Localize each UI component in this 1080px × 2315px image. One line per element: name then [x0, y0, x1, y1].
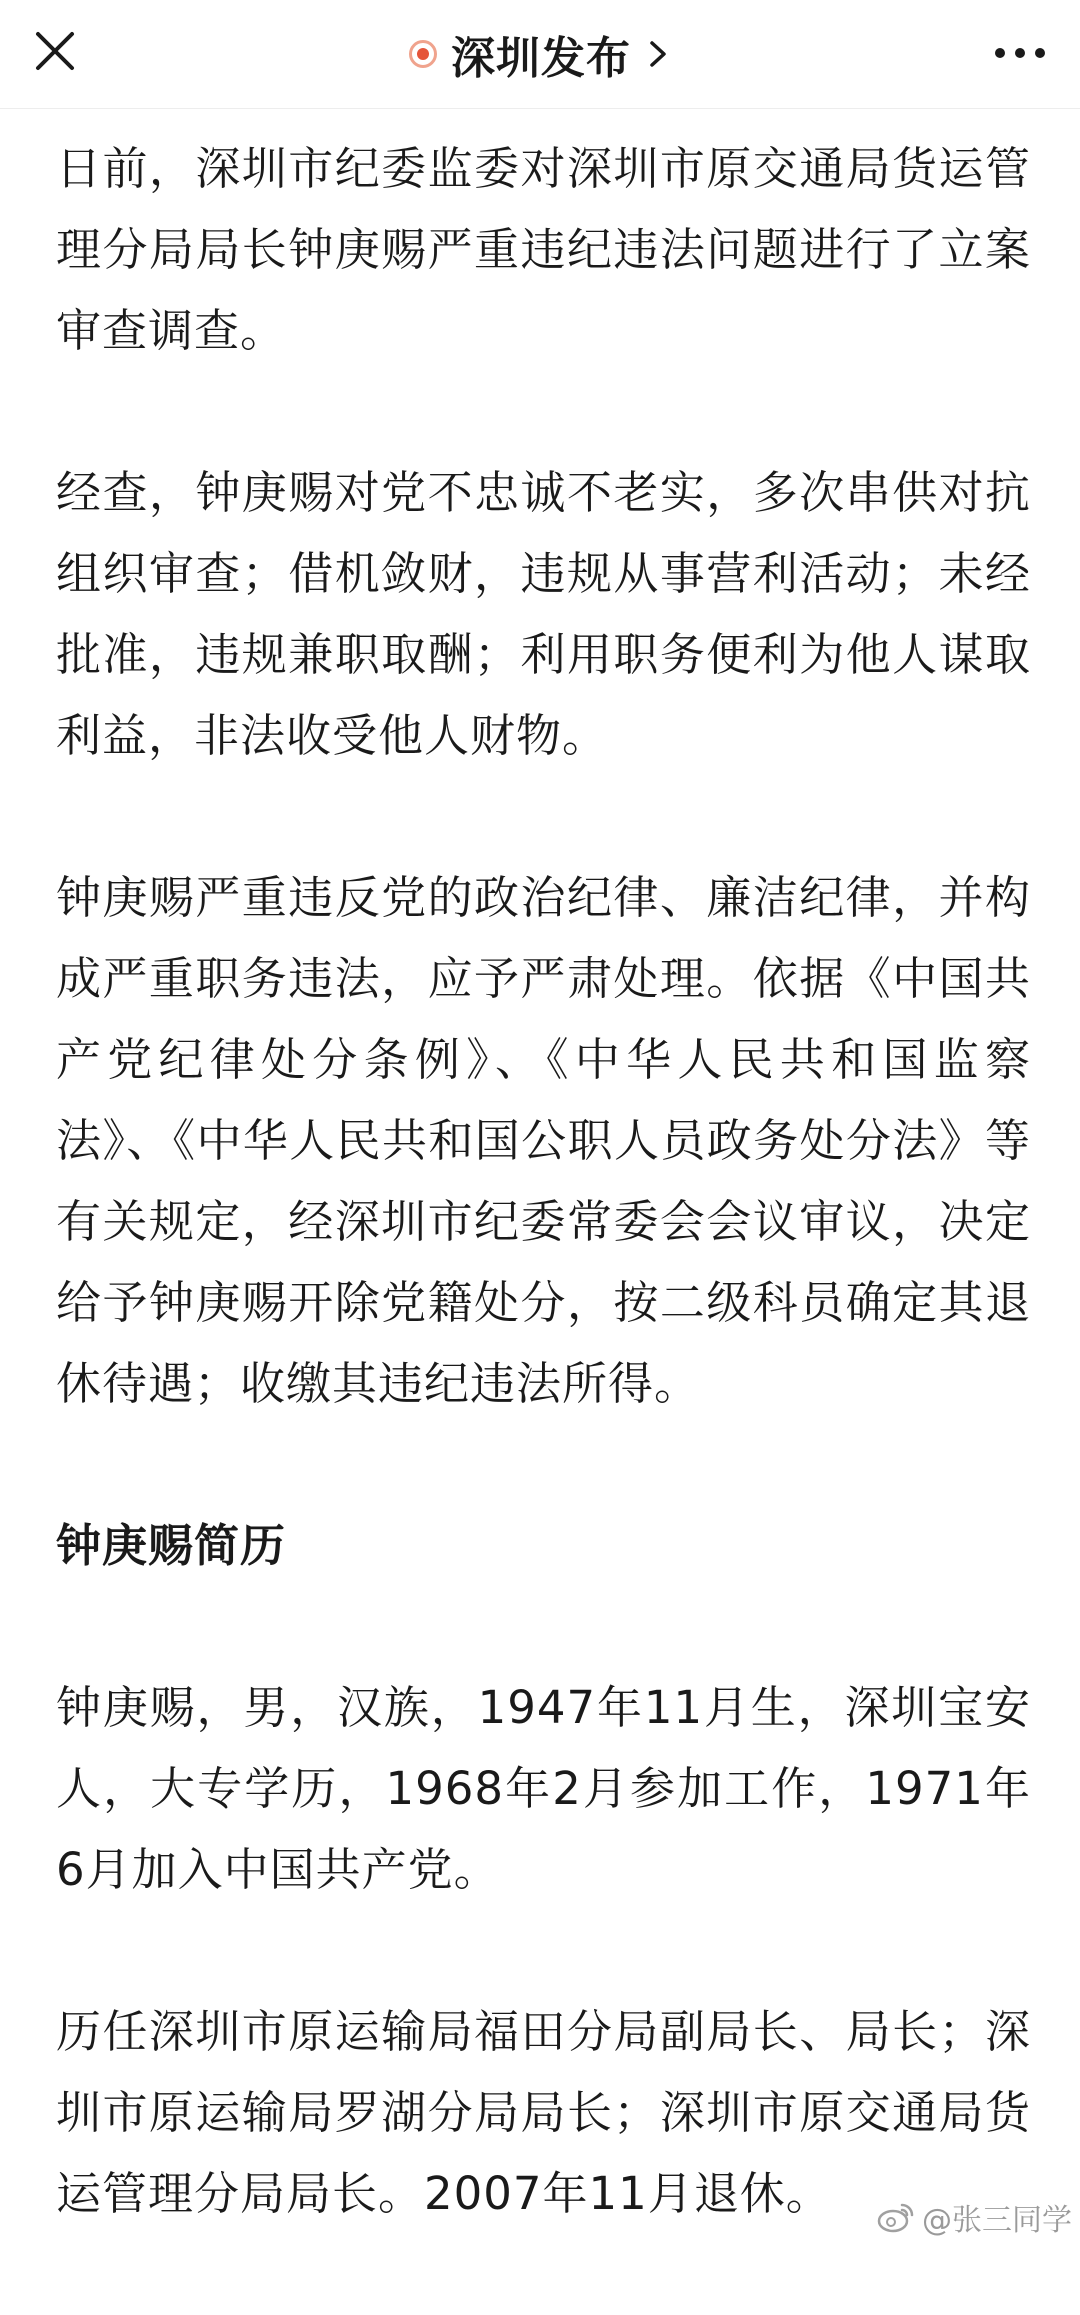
bio-heading: 钟庚赐简历: [56, 1519, 287, 1572]
chevron-right-icon: [645, 39, 671, 69]
weibo-icon: [876, 2200, 916, 2234]
account-name[interactable]: 深圳发布: [451, 33, 631, 84]
watermark-text: @张三同学: [922, 2203, 1072, 2238]
more-icon: [990, 28, 1050, 78]
top-navigation-bar: [0, 0, 1080, 109]
watermark: [876, 2195, 1072, 2239]
article-body: [56, 128, 1031, 2315]
article-paragraph: 经查，钟庚赐对党不忠诚不老实，多次串供对抗组织审查；借机敛财，违规从事营利活动；未经批准，违规兼职取酬；利用职务便利为他人谋取利益，非法收受他人财物。: [56, 466, 1031, 762]
account-logo-icon: [409, 40, 437, 68]
bio-paragraph: 历任深圳市原运输局福田分局副局长、局长；深圳市原运输局罗湖分局局长；深圳市原交通局货运管理分局局长。2007年11月退休。: [56, 2005, 1031, 2220]
article-paragraph: 日前，深圳市纪委监委对深圳市原交通局货运管理分局局长钟庚赐严重违纪违法问题进行了立案审查调查。: [56, 142, 1031, 357]
account-title[interactable]: [0, 0, 1080, 108]
bio-paragraph: 钟庚赐，男，汉族，1947年11月生，深圳宝安人，大专学历，1968年2月参加工作，1971年6月加入中国共产党。: [56, 1681, 1031, 1896]
more-options-button[interactable]: [990, 28, 1050, 78]
article-paragraph: 钟庚赐严重违反党的政治纪律、廉洁纪律，并构成严重职务违法，应予严肃处理。依据《中国共产党纪律处分条例》、《中华人民共和国监察法》、《中华人民共和国公职人员政务处分法》等有关规定，经深圳市纪委常委会会议审议，决定给予钟庚赐开除党籍处分，按二级科员确定其退休待遇；收缴其违纪违法所得。: [56, 871, 1031, 1410]
